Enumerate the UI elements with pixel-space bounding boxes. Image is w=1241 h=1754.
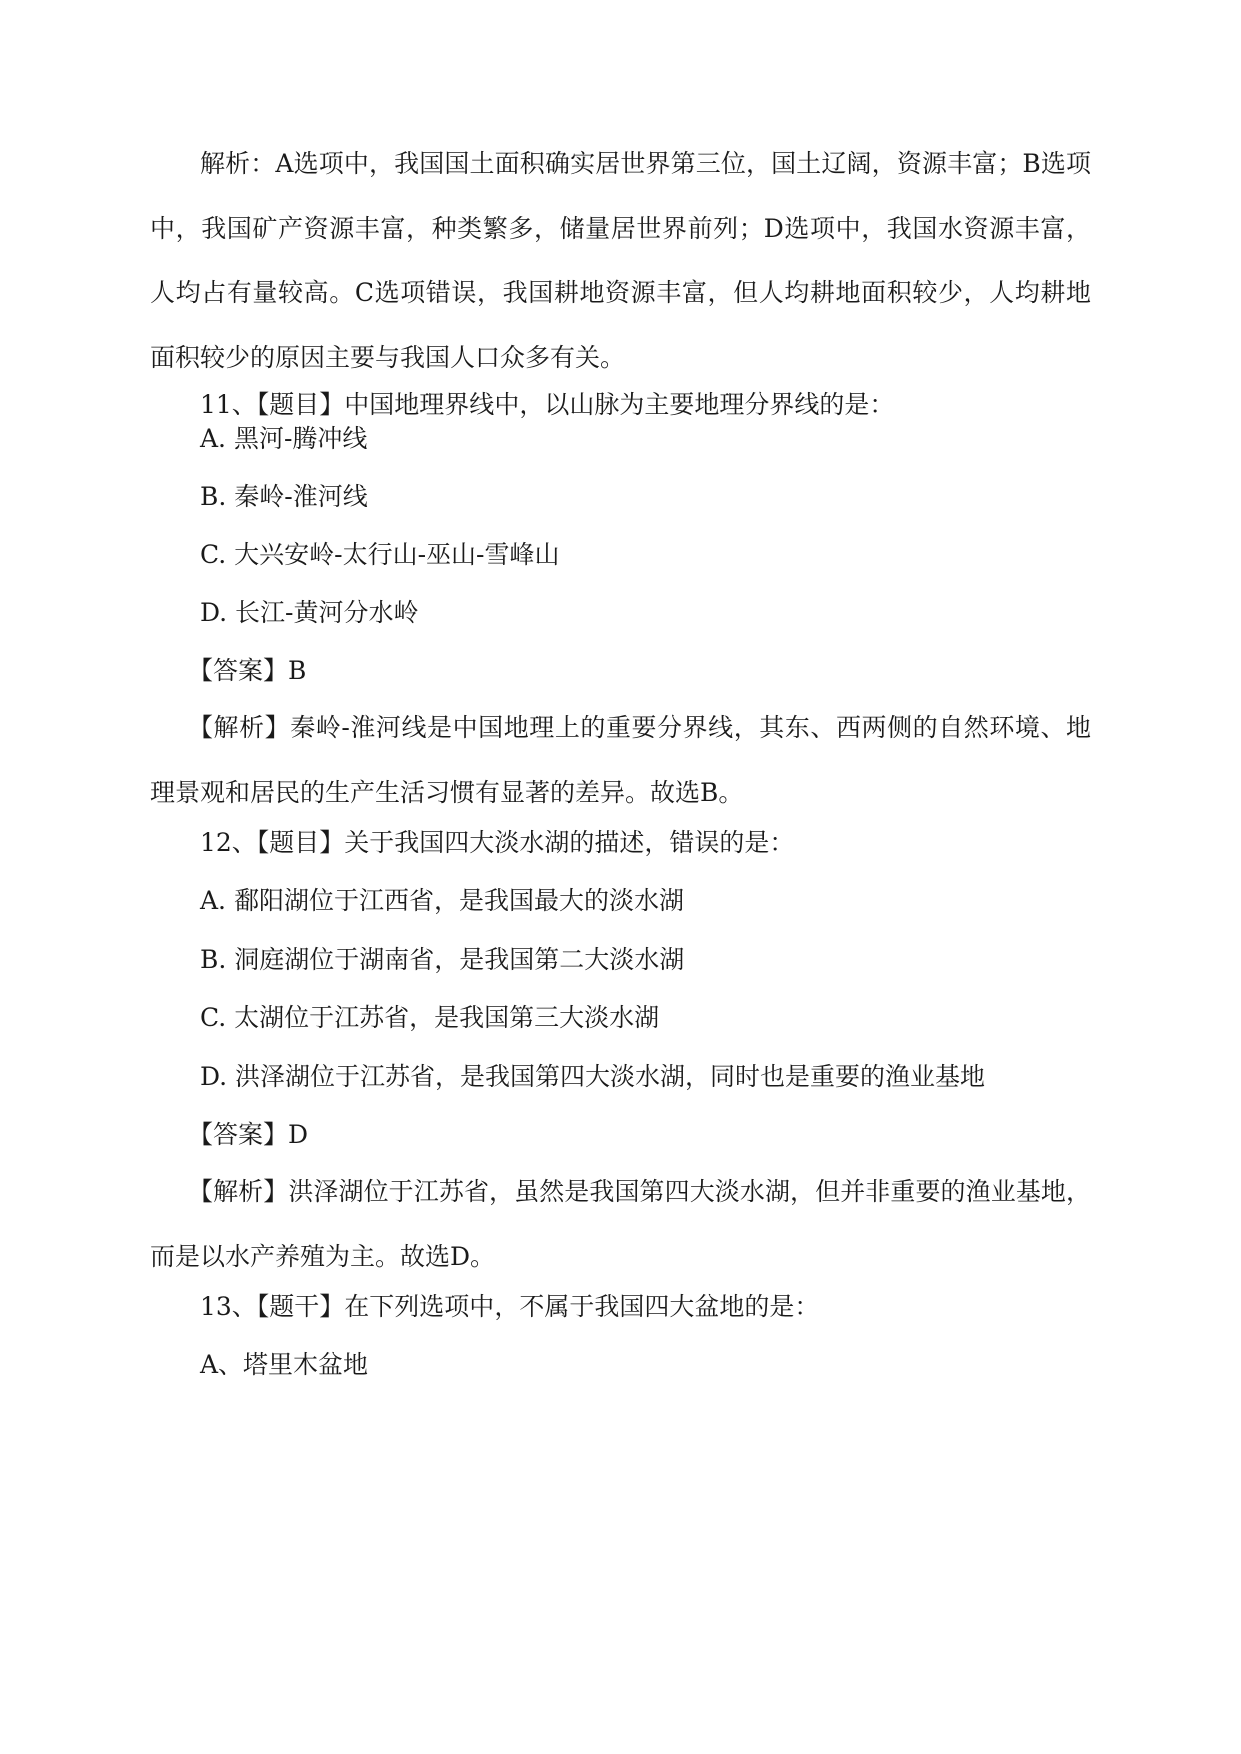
q11-answer: 【答案】B: [188, 656, 307, 685]
q12-option-c: C. 太湖位于江苏省，是我国第三大淡水湖: [200, 1003, 660, 1032]
q12-answer: 【答案】D: [188, 1120, 309, 1149]
q10-analysis: 解析：A选项中，我国国土面积确实居世界第三位，国土辽阔，资源丰富；B选项中，我国矿产资源丰富，种类繁多，储量居世界前列；D选项中，我国水资源丰富，人均占有量较高。C选项错误，我国耕地资源丰富，但人均耕地面积较少，人均耕地面积较少的原因主要与我国人口众多有关。: [150, 149, 1091, 372]
q11-analysis: 【解析】秦岭-淮河线是中国地理上的重要分界线，其东、西两侧的自然环境、地理景观和居民的生产生活习惯有显著的差异。故选B。: [150, 713, 1091, 807]
q11-option-a: A. 黑河-腾冲线: [200, 424, 368, 453]
q13-option-a: A、塔里木盆地: [200, 1350, 369, 1379]
q12-option-d: D. 洪泽湖位于江苏省，是我国第四大淡水湖，同时也是重要的渔业基地: [200, 1062, 986, 1091]
q12-analysis: 【解析】洪泽湖位于江苏省，虽然是我国第四大淡水湖，但并非重要的渔业基地，而是以水产养殖为主。故选D。: [150, 1177, 1091, 1271]
q11-option-b: B. 秦岭-淮河线: [200, 482, 368, 511]
q13-question: 13、【题干】在下列选项中，不属于我国四大盆地的是：: [200, 1292, 820, 1321]
q12-option-b: B. 洞庭湖位于湖南省，是我国第二大淡水湖: [200, 945, 685, 974]
q11-question: 11、【题目】中国地理界线中，以山脉为主要地理分界线的是：: [200, 390, 895, 419]
q11-option-d: D. 长江-黄河分水岭: [200, 598, 419, 627]
q12-question: 12、【题目】关于我国四大淡水湖的描述，错误的是：: [200, 828, 795, 857]
q12-option-a: A. 鄱阳湖位于江西省，是我国最大的淡水湖: [200, 886, 684, 915]
q11-option-c: C. 大兴安岭-太行山-巫山-雪峰山: [200, 540, 560, 569]
